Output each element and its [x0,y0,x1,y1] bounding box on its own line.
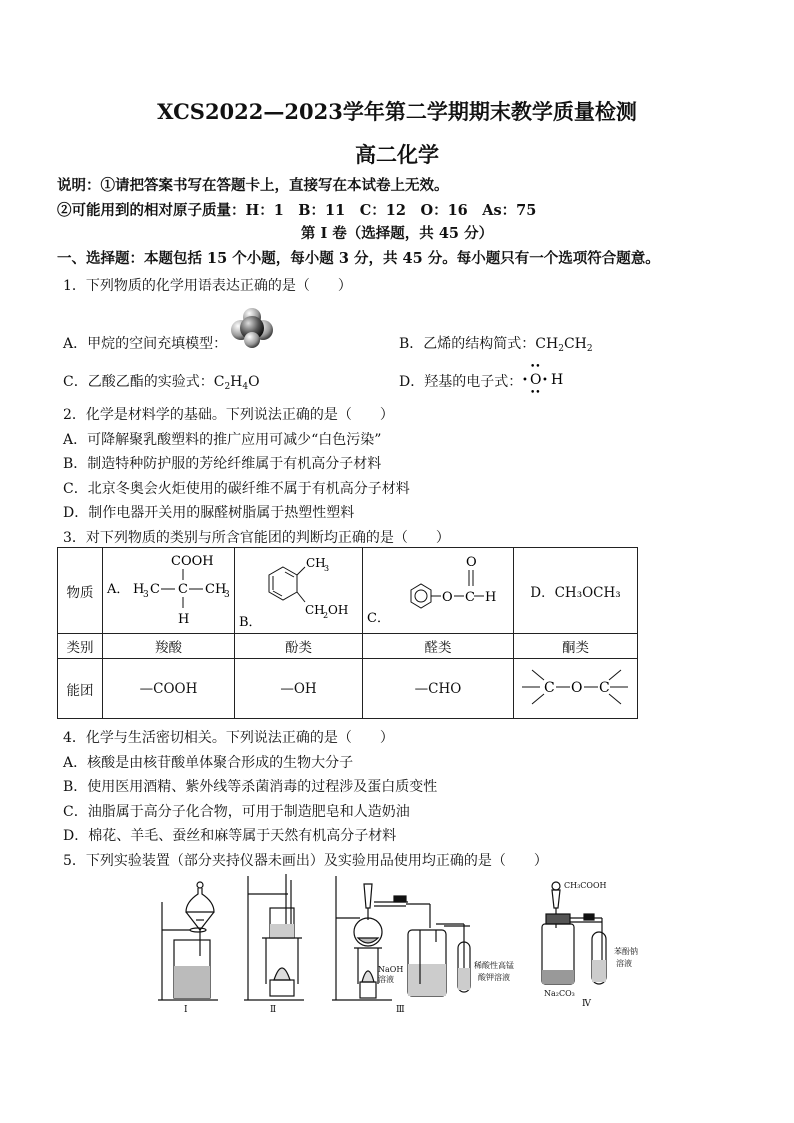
q3-group-a: —COOH [103,659,235,719]
exam-title: XCS2022—2023学年第二学期期末教学质量检测 [157,99,637,124]
apparatus-i-separatory-funnel [158,882,218,1000]
phenyl-formate-structure-icon [363,548,513,633]
svg-text:3: 3 [143,590,149,600]
q3-substance-b [235,548,363,634]
svg-text:COOH: COOH [171,554,214,569]
q1-option-a: A．甲烷的空间充填模型： [63,336,228,352]
svg-text:CH: CH [305,603,325,617]
apparatus-iv-acid-strength-test [542,882,606,984]
svg-text:OH: OH [328,603,349,617]
svg-text:C: C [543,679,555,696]
label-naoh-solution: 溶液 [378,975,394,984]
q2-stem: 2．化学是材料学的基础。下列说法正确的是（ ） [63,407,394,423]
row-label-category: 类别 [58,634,103,659]
svg-text:H: H [551,372,564,388]
section-title: 第 I 卷（选择题，共 45 分） [300,225,494,242]
q3-classification-table [57,547,638,719]
q3-group-b: —OH [235,659,363,719]
q1-option-c: C．乙酸乙酯的实验式：$C_2H_4O$ [63,374,260,392]
svg-text:H: H [485,590,497,605]
label-naoh: NaOH [378,965,404,974]
q4-stem: 4．化学与生活密切相关。下列说法正确的是（ ） [63,730,394,746]
svg-text:•: • [542,375,548,386]
svg-text:O: O [530,372,542,388]
q3-category-d: 酮类 [514,634,638,659]
svg-text:CH: CH [306,556,326,570]
svg-text:••: •• [530,388,541,398]
label-apparatus-iii: Ⅲ [396,1005,405,1015]
q1-stem: 1．下列物质的化学用语表达正确的是（ ） [63,278,352,294]
label-phenolate-line2: 溶液 [616,959,632,968]
q4-option-c: C．油脂属于高分子化合物，可用于制造肥皂和人造奶油 [63,804,410,820]
q3-stem: 3．对下列物质的类别与所含官能团的判断均正确的是（ ） [63,530,450,546]
svg-text:O: O [442,590,453,605]
note-line-2: ②可能用到的相对原子质量：H：1 B：11 C：12 O：16 As：75 [57,202,537,219]
label-kmno4-line1: 稀酸性高锰 [474,961,514,970]
svg-text:3: 3 [324,564,330,573]
q3-category-c: 醛类 [363,634,514,659]
q3-category-a: 羧酸 [103,634,235,659]
label-acetic-acid: CH₃COOH [564,881,607,890]
label-kmno4-line2: 酸钾溶液 [478,973,510,982]
q2-option-b: B．制造特种防护服的芳纶纤维属于有机高分子材料 [63,456,382,472]
row-label-functional-group: 能团 [58,659,103,719]
q3-category-b: 酚类 [235,634,363,659]
q2-option-d: D．制作电器开关用的脲醛树脂属于热塑性塑料 [63,505,355,521]
svg-text:C．: C． [367,611,390,626]
svg-text:A．: A． [107,582,130,597]
svg-text:H: H [133,582,145,597]
label-apparatus-ii: Ⅱ [270,1005,277,1015]
svg-text:H: H [178,612,190,627]
svg-text:C: C [465,590,475,605]
ether-bond-structure-icon [516,662,636,712]
label-apparatus-iv: Ⅳ [582,999,591,1009]
methane-space-filling-model-icon [227,306,277,348]
svg-text:C: C [150,582,160,597]
svg-text:O: O [466,555,477,570]
q3-substance-d: D．CH₃OCH₃ [514,548,638,634]
svg-text:2: 2 [323,611,329,620]
q4-option-b: B．使用医用酒精、紫外线等杀菌消毒的过程涉及蛋白质变性 [63,779,438,795]
q3-group-c: —CHO [363,659,514,719]
hydroxyl-electron-formula-icon [520,360,568,398]
note-line-1: 说明：①请把答案书写在答题卡上，直接写在本试卷上无效。 [57,177,449,194]
svg-text:C: C [178,582,188,597]
svg-text:•: • [522,375,528,386]
q3-substance-a [103,548,235,634]
isobutyric-acid-structure-icon [103,548,234,633]
exam-subject: 高二化学 [355,142,439,167]
svg-text:3: 3 [224,590,230,600]
q1-option-b: B．乙烯的结构简式：$CH_2CH_2$ [399,336,593,354]
label-apparatus-i: Ⅰ [184,1005,188,1015]
svg-text:B．: B． [239,615,262,630]
label-phenolate-line1: 苯酚钠 [614,947,638,956]
q3-substance-c [363,548,514,634]
q5-stem: 5．下列实验装置（部分夹持仪器未画出）及实验用品使用均正确的是（ ） [63,853,548,869]
apparatus-ii-heating-setup [244,874,304,1000]
q4-option-a: A．核酸是由核苷酸单体聚合形成的生物大分子 [63,755,354,771]
label-na2co3: Na₂CO₃ [544,989,575,998]
methylbenzyl-alcohol-structure-icon [235,548,362,633]
svg-text:••: •• [530,362,541,372]
q4-option-d: D．棉花、羊毛、蚕丝和麻等属于天然有机高分子材料 [63,828,397,844]
section-heading: 一、选择题：本题包括 15 个小题，每小题 3 分，共 45 分。每小题只有一个选项符合题意。 [57,250,660,267]
q1-option-d: D．羟基的电子式： [399,374,523,390]
q5-apparatus-figure [140,872,660,1017]
apparatus-iii-gas-generation [332,876,470,1000]
svg-text:O: O [570,679,582,696]
q3-group-d [514,659,638,719]
svg-text:C: C [598,679,610,696]
q2-option-c: C．北京冬奥会火炬使用的碳纤维不属于有机高分子材料 [63,481,410,497]
row-label-substance: 物质 [58,548,103,634]
svg-text:CH: CH [205,582,227,597]
q2-option-a: A．可降解聚乳酸塑料的推广应用可减少“白色污染” [63,432,382,448]
